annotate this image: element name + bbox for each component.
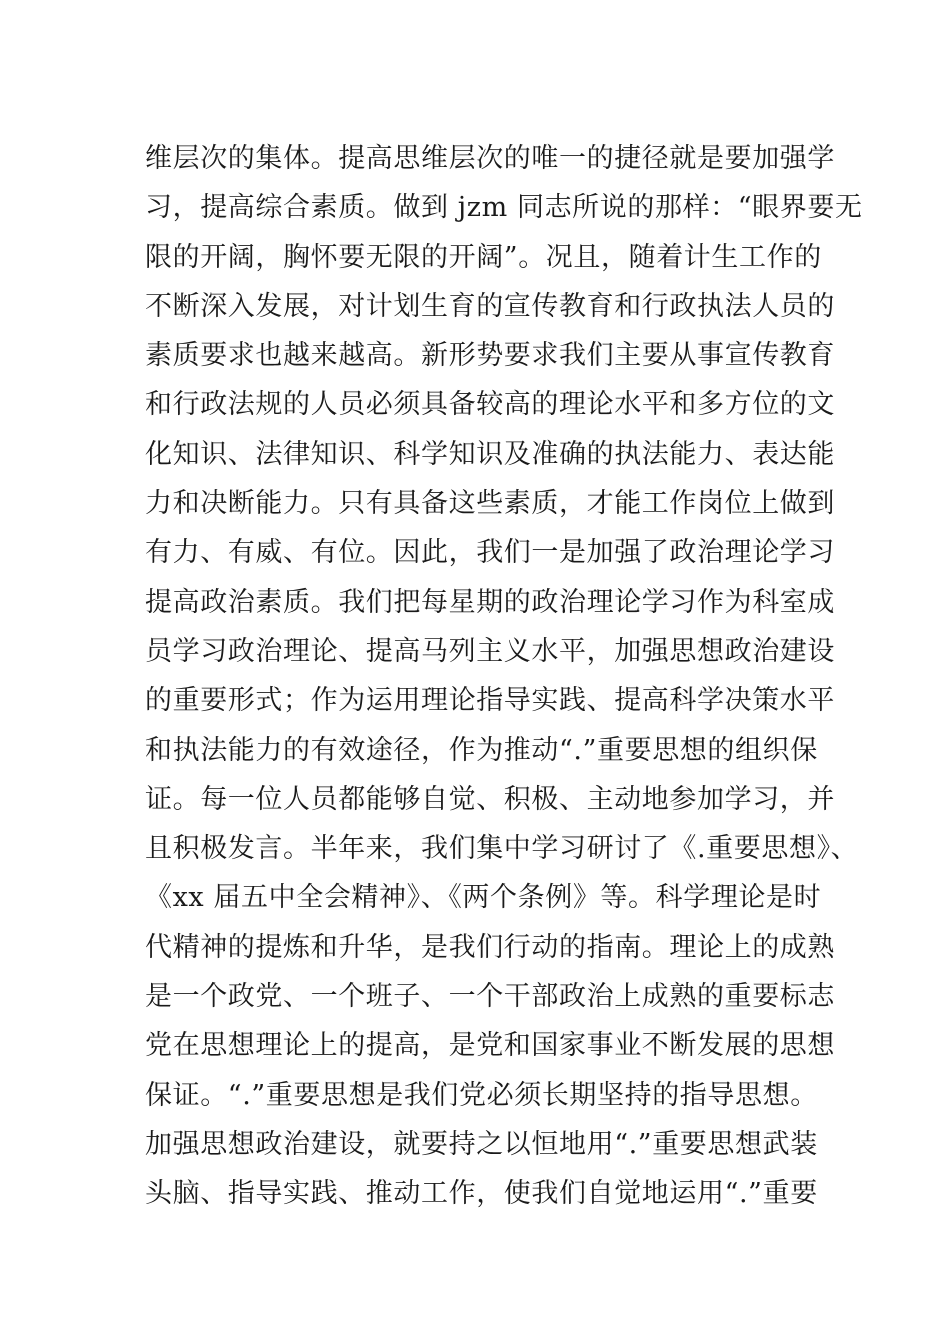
text-line: 党在思想理论上的提高，是党和国家事业不断发展的思想 — [145, 1030, 835, 1062]
text-line: 头脑、指导实践、推动工作，使我们自觉地运用“.”重要 — [145, 1178, 818, 1210]
text-line: 习，提高综合素质。做到 jzm 同志所说的那样：“眼界要无 — [145, 192, 863, 224]
text-line: 保证。“.”重要思想是我们党必须长期坚持的指导思想。 — [145, 1079, 818, 1111]
text-line: 加强思想政治建设，就要持之以恒地用“.”重要思想武装 — [145, 1128, 818, 1160]
text-line: 力和决断能力。只有具备这些素质，才能工作岗位上做到 — [145, 488, 835, 520]
text-line: 和行政法规的人员必须具备较高的理论水平和多方位的文 — [145, 389, 835, 421]
text-line: 员学习政治理论、提高马列主义水平，加强思想政治建设 — [145, 635, 835, 667]
text-line: 《xx 届五中全会精神》、《两个条例》等。科学理论是时 — [145, 882, 822, 914]
text-line: 有力、有威、有位。因此，我们一是加强了政治理论学习 — [145, 537, 835, 569]
text-line: 且积极发言。半年来，我们集中学习研讨了《.重要思想》、 — [145, 833, 859, 865]
text-line: 和执法能力的有效途径，作为推动“.”重要思想的组织保 — [145, 734, 818, 766]
text-line: 素质要求也越来越高。新形势要求我们主要从事宣传教育 — [145, 340, 835, 372]
text-line: 限的开阔，胸怀要无限的开阔”。况且，随着计生工作的 — [145, 241, 822, 273]
text-line: 是一个政党、一个班子、一个干部政治上成熟的重要标志 — [145, 981, 835, 1013]
text-line: 代精神的提炼和升华，是我们行动的指南。理论上的成熟 — [145, 931, 835, 963]
text-line: 维层次的集体。提高思维层次的唯一的捷径就是要加强学 — [145, 143, 835, 174]
text-line: 不断深入发展，对计划生育的宣传教育和行政执法人员的 — [145, 290, 835, 322]
text-line: 证。每一位人员都能够自觉、积极、主动地参加学习，并 — [145, 783, 835, 815]
text-line: 化知识、法律知识、科学知识及准确的执法能力、表达能 — [145, 438, 835, 470]
text-line: 提高政治素质。我们把每星期的政治理论学习作为科室成 — [145, 586, 835, 618]
body-text — [145, 134, 863, 1219]
text-line: 的重要形式；作为运用理论指导实践、提高科学决策水平 — [145, 685, 835, 717]
